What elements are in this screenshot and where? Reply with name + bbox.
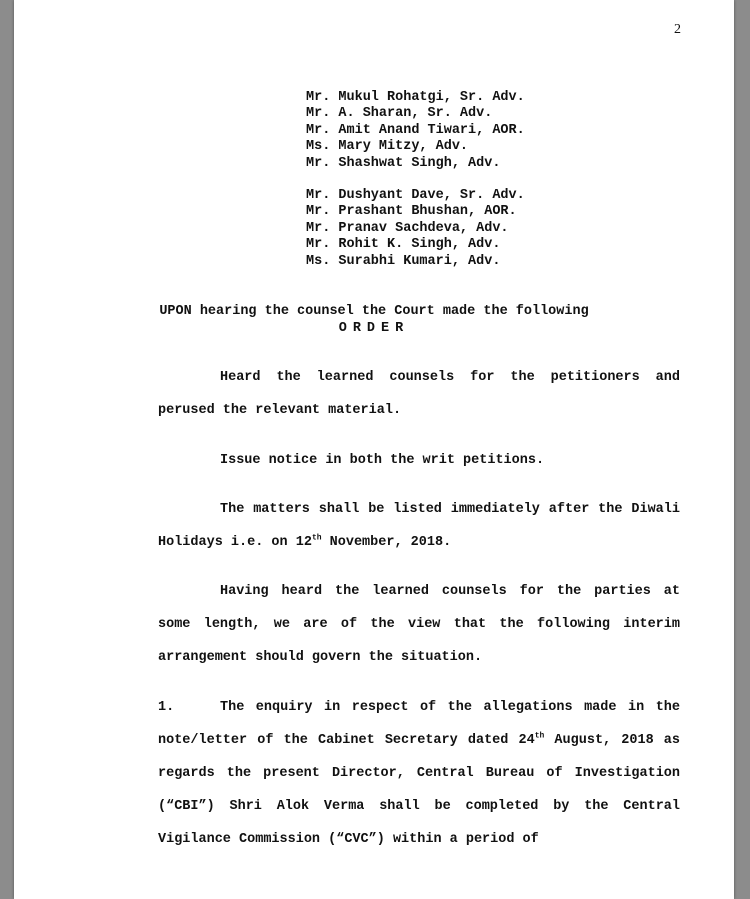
- document-page: [14, 0, 734, 899]
- counsel-entry: Mr. Dushyant Dave, Sr. Adv.: [306, 188, 525, 203]
- paragraph-text: The matters shall be listed immediately after the Diwali Holidays i.e. on 12: [158, 502, 680, 550]
- paragraph-text: The enquiry in respect of the allegations made in the note/letter of the Cabinet Secretary dated 24: [158, 700, 680, 748]
- paragraph-number: 1.: [158, 700, 175, 715]
- paragraph-text: Having heard the learned counsels for the parties at some length, we are of the view that the following interim arrangement should govern the situation.: [158, 584, 680, 665]
- counsel-list-respondents: [306, 188, 525, 270]
- paragraph-text: November, 2018.: [321, 535, 452, 550]
- counsel-entry: Mr. Prashant Bhushan, AOR.: [306, 204, 517, 220]
- counsel-entry: Mr. Shashwat Singh, Adv.: [306, 155, 501, 171]
- counsel-entry: Mr. Rohit K. Singh, Adv.: [306, 237, 501, 253]
- paragraph-interim: [158, 575, 680, 674]
- paragraph-text: Issue notice in both the writ petitions.: [220, 453, 545, 468]
- paragraph-text: Heard the learned counsels for the petitioners and perused the relevant material.: [158, 370, 680, 418]
- counsel-entry: Ms. Surabhi Kumari, Adv.: [306, 253, 501, 269]
- order-intro: UPON hearing the counsel the Court made the following: [159, 304, 589, 319]
- counsel-list-petitioners: [306, 90, 525, 172]
- counsel-entry: Ms. Mary Mitzy, Adv.: [306, 139, 469, 155]
- paragraph-enquiry: [158, 691, 680, 856]
- counsel-entry: Mr. Amit Anand Tiwari, AOR.: [306, 122, 525, 138]
- paragraph-listing: [158, 493, 680, 559]
- paragraph-text: August, 2018 as regards the present Director, Central Bureau of Investigation (“CBI”) Shri Alok Verma shall be completed by the Central Vigilance Commission (“CVC”) within a period of: [158, 733, 681, 847]
- ordinal-suffix: th: [311, 533, 322, 543]
- paragraph-notice: [158, 444, 680, 477]
- counsel-entry: Mr. Mukul Rohatgi, Sr. Adv.: [306, 90, 525, 105]
- order-title: ORDER: [338, 321, 410, 336]
- counsel-entry: Mr. A. Sharan, Sr. Adv.: [306, 106, 493, 122]
- ordinal-suffix: th: [534, 731, 545, 741]
- paragraph-heard: [158, 361, 680, 427]
- counsel-entry: Mr. Pranav Sachdeva, Adv.: [306, 220, 509, 236]
- page-number: 2: [674, 22, 681, 37]
